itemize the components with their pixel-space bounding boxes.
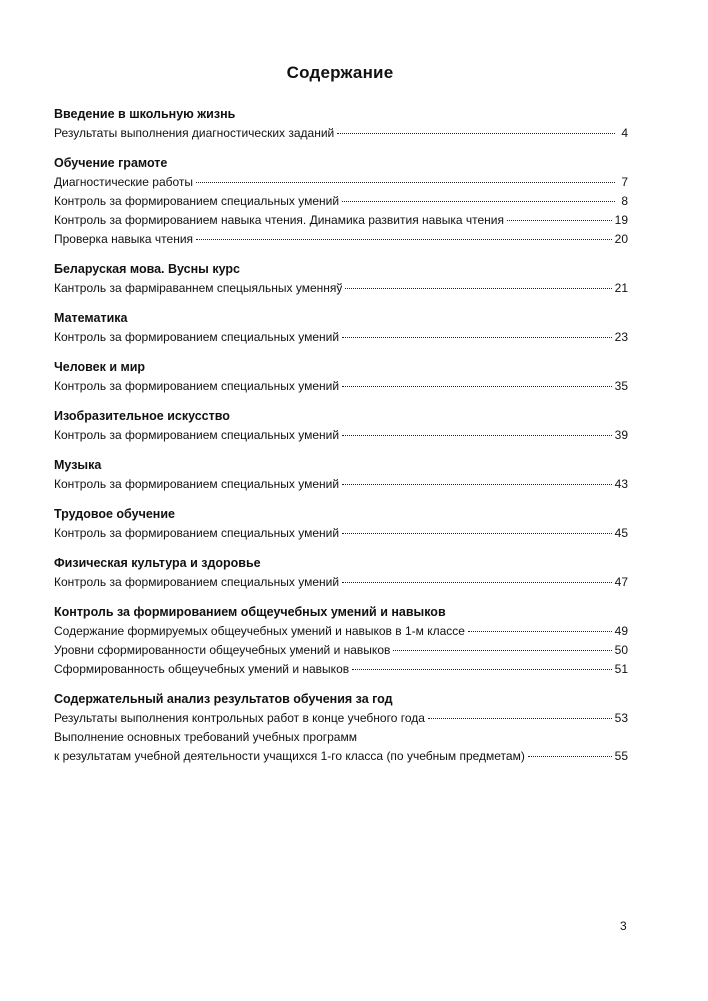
toc-entry xyxy=(54,641,628,660)
entry-page-number: 21 xyxy=(614,281,628,295)
entry-page-number: 7 xyxy=(621,175,628,189)
toc-section xyxy=(54,555,628,592)
dot-leader xyxy=(342,532,612,534)
toc-section xyxy=(54,261,628,298)
section-heading: Обучение грамоте xyxy=(54,156,168,170)
toc-section xyxy=(54,408,628,445)
dot-leader xyxy=(352,668,612,670)
entry-page-number: 35 xyxy=(614,379,628,393)
entry-title: Уровни сформированности общеучебных умений и навыков xyxy=(54,643,391,657)
toc-entry xyxy=(54,573,628,592)
section-heading: Изобразительное искусство xyxy=(54,409,230,423)
section-heading: Музыка xyxy=(54,458,102,472)
entry-page-number: 49 xyxy=(614,624,628,638)
entry-title: Контроль за формированием навыка чтения. Динамика развития навыка чтения xyxy=(54,213,504,227)
section-heading: Математика xyxy=(54,311,128,325)
entry-page-number: 43 xyxy=(614,477,628,491)
section-heading: Беларуская мова. Вусны курс xyxy=(54,262,240,276)
toc-entry xyxy=(54,622,628,641)
entry-title: Контроль за формированием специальных умений xyxy=(54,194,340,208)
entry-title: Сформированность общеучебных умений и навыков xyxy=(54,662,350,676)
section-heading: Введение в школьную жизнь xyxy=(54,107,236,121)
toc-entry xyxy=(54,230,628,249)
toc-section xyxy=(54,359,628,396)
toc-entry xyxy=(54,173,628,192)
table-of-contents xyxy=(54,106,628,778)
section-heading: Трудовое обучение xyxy=(54,507,175,521)
toc-entry xyxy=(54,377,628,396)
dot-leader xyxy=(196,181,615,183)
entry-title: Контроль за формированием специальных умений xyxy=(54,428,340,442)
dot-leader xyxy=(342,434,612,436)
entry-page-number: 4 xyxy=(621,126,628,140)
section-heading: Физическая культура и здоровье xyxy=(54,556,261,570)
entry-page-number: 53 xyxy=(614,711,628,725)
entry-title: Результаты выполнения контрольных работ в конце учебного года xyxy=(54,711,425,725)
dot-leader xyxy=(507,219,612,221)
section-heading: Человек и мир xyxy=(54,360,146,374)
page-title: Содержание xyxy=(286,63,394,82)
toc-entry xyxy=(54,475,628,494)
entry-title: к результатам учебной деятельности учащихся 1-го класса (по учебным предметам) xyxy=(54,749,525,763)
dot-leader xyxy=(342,336,612,338)
toc-entry xyxy=(54,328,628,347)
dot-leader xyxy=(342,385,612,387)
entry-title: Контроль за формированием специальных умений xyxy=(54,330,340,344)
section-heading: Содержательный анализ результатов обучения за год xyxy=(54,692,393,706)
entry-title: Результаты выполнения диагностических заданий xyxy=(54,126,335,140)
toc-entry xyxy=(54,426,628,445)
dot-leader xyxy=(337,132,615,134)
dot-leader xyxy=(468,630,612,632)
toc-section xyxy=(54,604,628,679)
entry-page-number: 50 xyxy=(614,643,628,657)
entry-page-number: 23 xyxy=(614,330,628,344)
entry-title: Контроль за формированием специальных умений xyxy=(54,526,340,540)
entry-title: Контроль за формированием специальных умений xyxy=(54,477,340,491)
entry-page-number: 19 xyxy=(614,213,628,227)
entry-title: Кантроль за фарміраваннем спецыяльных уменняў xyxy=(54,281,343,295)
toc-entry xyxy=(54,192,628,211)
entry-title: Диагностические работы xyxy=(54,175,194,189)
dot-leader xyxy=(342,200,615,202)
dot-leader xyxy=(428,717,612,719)
toc-section xyxy=(54,106,628,143)
entry-title: Контроль за формированием специальных умений xyxy=(54,379,340,393)
dot-leader xyxy=(345,287,611,289)
dot-leader xyxy=(196,238,612,240)
section-heading: Контроль за формированием общеучебных умений и навыков xyxy=(54,605,446,619)
entry-title: Выполнение основных требований учебных программ xyxy=(54,730,357,744)
toc-section xyxy=(54,155,628,249)
toc-section xyxy=(54,457,628,494)
toc-entry xyxy=(54,660,628,679)
toc-section xyxy=(54,691,628,766)
toc-entry xyxy=(54,124,628,143)
entry-page-number: 55 xyxy=(614,749,628,763)
toc-entry xyxy=(54,524,628,543)
toc-section xyxy=(54,506,628,543)
toc-entry xyxy=(54,728,628,747)
entry-page-number: 39 xyxy=(614,428,628,442)
entry-page-number: 45 xyxy=(614,526,628,540)
entry-page-number: 8 xyxy=(621,194,628,208)
dot-leader xyxy=(342,581,612,583)
toc-entry xyxy=(54,279,628,298)
entry-title: Проверка навыка чтения xyxy=(54,232,194,246)
dot-leader xyxy=(342,483,612,485)
entry-page-number: 51 xyxy=(614,662,628,676)
dot-leader xyxy=(393,649,611,651)
page-number: 3 xyxy=(620,919,627,933)
entry-page-number: 47 xyxy=(614,575,628,589)
toc-section xyxy=(54,310,628,347)
entry-title: Контроль за формированием специальных умений xyxy=(54,575,340,589)
toc-entry xyxy=(54,747,628,766)
toc-entry xyxy=(54,211,628,230)
entry-page-number: 20 xyxy=(614,232,628,246)
toc-entry xyxy=(54,709,628,728)
entry-title: Содержание формируемых общеучебных умений и навыков в 1-м классе xyxy=(54,624,465,638)
dot-leader xyxy=(528,755,612,757)
